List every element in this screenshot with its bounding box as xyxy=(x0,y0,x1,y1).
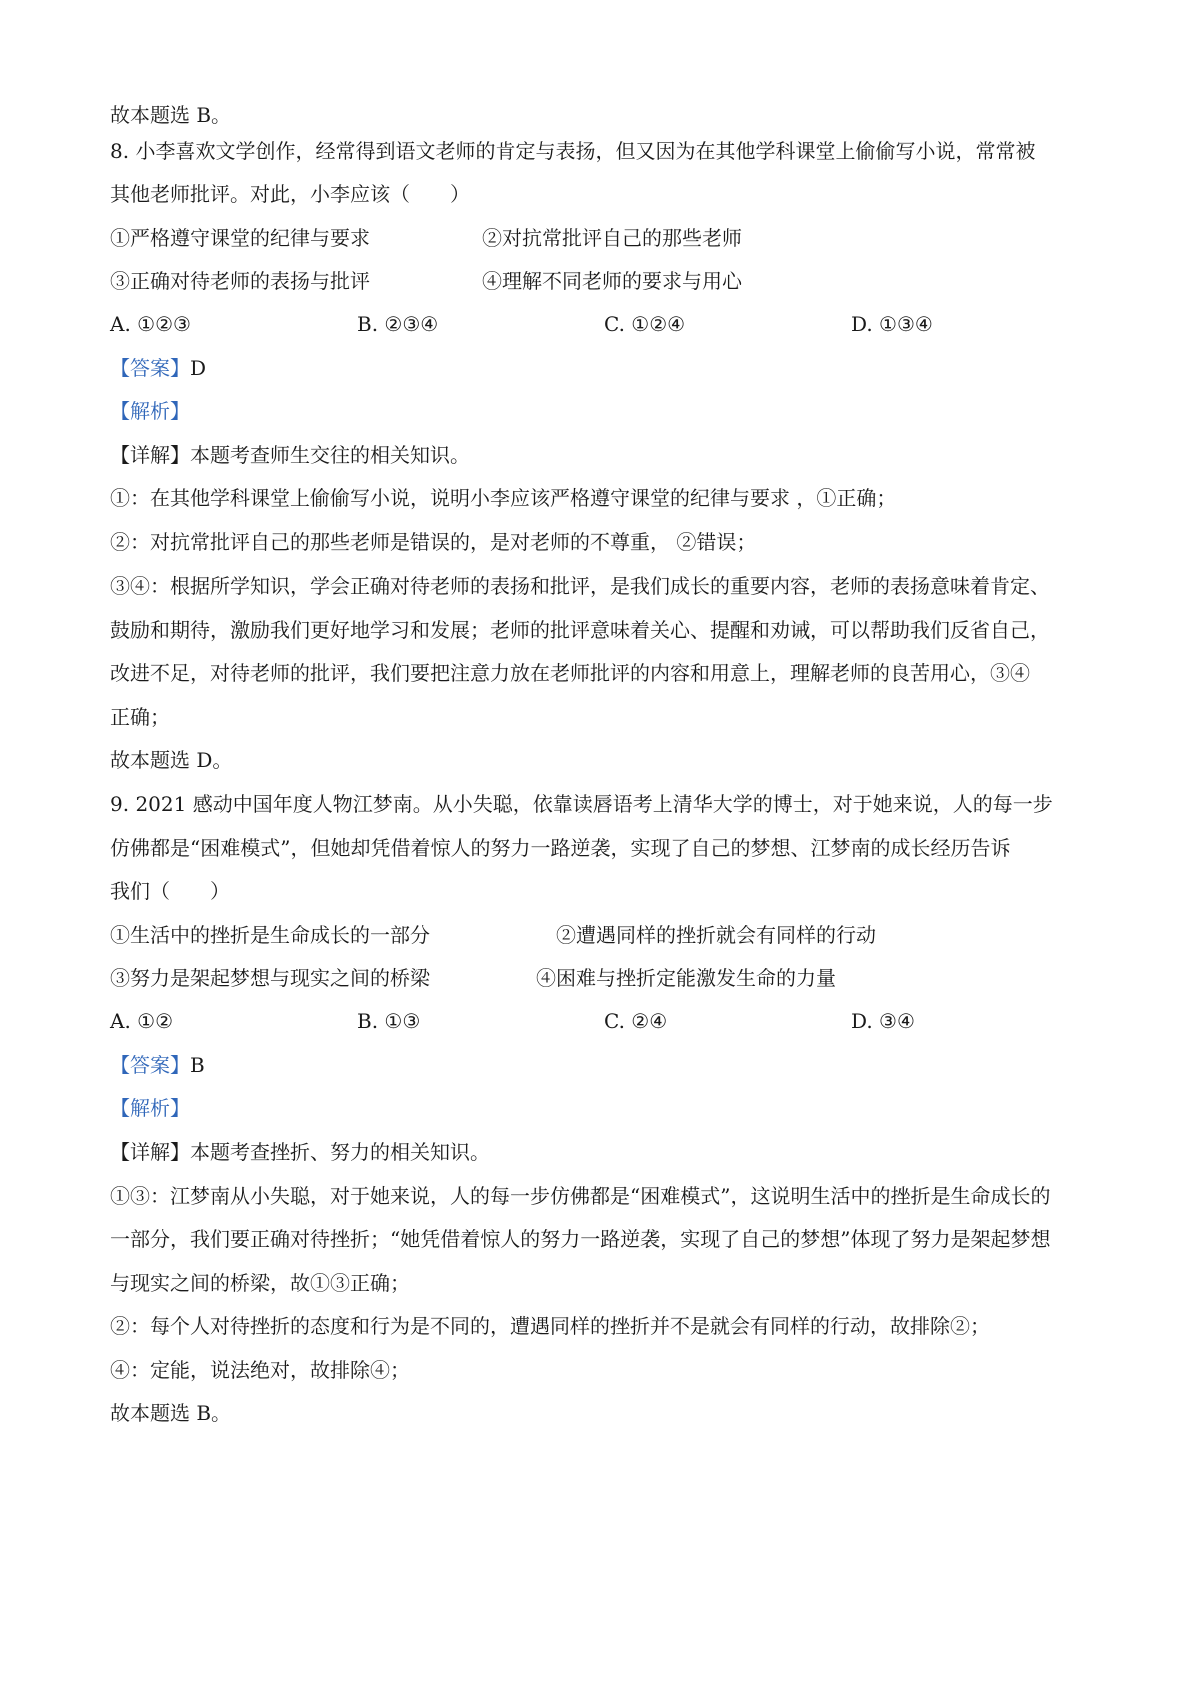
q9-option-d: D. ③④ xyxy=(851,1009,915,1033)
q9-stem-line-3: 我们（ ） xyxy=(110,879,230,903)
q8-explanation-6: 正确； xyxy=(110,705,170,729)
q9-option-b: B. ①③ xyxy=(357,1009,421,1033)
q8-explanation-4: 鼓励和期待，激励我们更好地学习和发展；老师的批评意味着关心、提醒和劝诫，可以帮助我们反省自己， xyxy=(110,618,1050,642)
q9-explanation-1: ①③：江梦南从小失聪，对于她来说，人的每一步仿佛都是“困难模式”，这说明生活中的挫折是生命成长的 xyxy=(110,1184,1051,1208)
q9-statement-2: ②遭遇同样的挫折就会有同样的行动 xyxy=(556,923,876,947)
q9-explanation-5: ④：定能，说法绝对，故排除④； xyxy=(110,1358,410,1382)
q9-option-c: C. ②④ xyxy=(604,1009,668,1033)
q7-conclusion: 故本题选 B。 xyxy=(110,103,232,127)
q8-stem-line-2: 其他老师批评。对此，小李应该（ ） xyxy=(110,182,470,206)
q9-stem-line-2: 仿佛都是“困难模式”，但她却凭借着惊人的努力一路逆袭，实现了自己的梦想、江梦南的成长经历告诉 xyxy=(110,836,1011,860)
q8-explanation-2: ②：对抗常批评自己的那些老师是错误的，是对老师的不尊重， ②错误； xyxy=(110,530,757,554)
q8-option-d: D. ①③④ xyxy=(851,312,933,336)
q9-statement-4: ④困难与挫折定能激发生命的力量 xyxy=(536,966,836,990)
q8-statement-4: ④理解不同老师的要求与用心 xyxy=(482,269,742,293)
q9-conclusion: 故本题选 B。 xyxy=(110,1401,232,1425)
q8-explanation-5: 改进不足，对待老师的批评，我们要把注意力放在老师批评的内容和用意上，理解老师的良苦用心，③④ xyxy=(110,661,1030,685)
q9-explanation-2: 一部分，我们要正确对待挫折；“她凭借着惊人的努力一路逆袭，实现了自己的梦想”体现了努力是架起梦想 xyxy=(110,1227,1051,1251)
q9-answer xyxy=(110,1050,1100,1080)
q8-option-a: A. ①②③ xyxy=(110,312,191,336)
q8-statement-1: ①严格遵守课堂的纪律与要求 xyxy=(110,226,370,250)
q9-explanation-4: ②：每个人对待挫折的态度和行为是不同的，遭遇同样的挫折并不是就会有同样的行动，故排除②； xyxy=(110,1314,990,1338)
q8-explanation-3: ③④：根据所学知识，学会正确对待老师的表扬和批评，是我们成长的重要内容，老师的表扬意味着肯定、 xyxy=(110,574,1050,598)
q8-statement-3: ③正确对待老师的表扬与批评 xyxy=(110,269,370,293)
q9-statement-3: ③努力是架起梦想与现实之间的桥梁 xyxy=(110,966,430,990)
q8-statement-2: ②对抗常批评自己的那些老师 xyxy=(482,226,742,250)
q8-conclusion: 故本题选 D。 xyxy=(110,748,233,772)
q8-answer xyxy=(110,353,1100,383)
q9-statement-1: ①生活中的挫折是生命成长的一部分 xyxy=(110,923,430,947)
q9-stem-line-1: 9. 2021 感动中国年度人物江梦南。从小失聪，依靠读唇语考上清华大学的博士，对于她来说，人的每一步 xyxy=(110,792,1053,816)
q8-answer-tag: 【答案】 xyxy=(110,356,190,380)
q9-option-a: A. ①② xyxy=(110,1009,174,1033)
q8-analysis-tag: 【解析】 xyxy=(110,399,190,423)
q8-detail: 【详解】本题考查师生交往的相关知识。 xyxy=(110,443,470,467)
q8-option-b: B. ②③④ xyxy=(357,312,439,336)
q9-answer-value: B xyxy=(190,1053,205,1077)
q8-option-c: C. ①②④ xyxy=(604,312,686,336)
q9-detail: 【详解】本题考查挫折、努力的相关知识。 xyxy=(110,1140,490,1164)
q9-analysis-tag: 【解析】 xyxy=(110,1096,190,1120)
q8-explanation-1: ①：在其他学科课堂上偷偷写小说，说明小李应该严格遵守课堂的纪律与要求 ，①正确； xyxy=(110,486,897,510)
q9-answer-tag: 【答案】 xyxy=(110,1053,190,1077)
q8-stem-line-1: 8. 小李喜欢文学创作，经常得到语文老师的肯定与表扬，但又因为在其他学科课堂上偷偷写小说，常常被 xyxy=(110,139,1036,163)
q8-answer-value: D xyxy=(190,356,207,380)
q9-explanation-3: 与现实之间的桥梁，故①③正确； xyxy=(110,1271,410,1295)
